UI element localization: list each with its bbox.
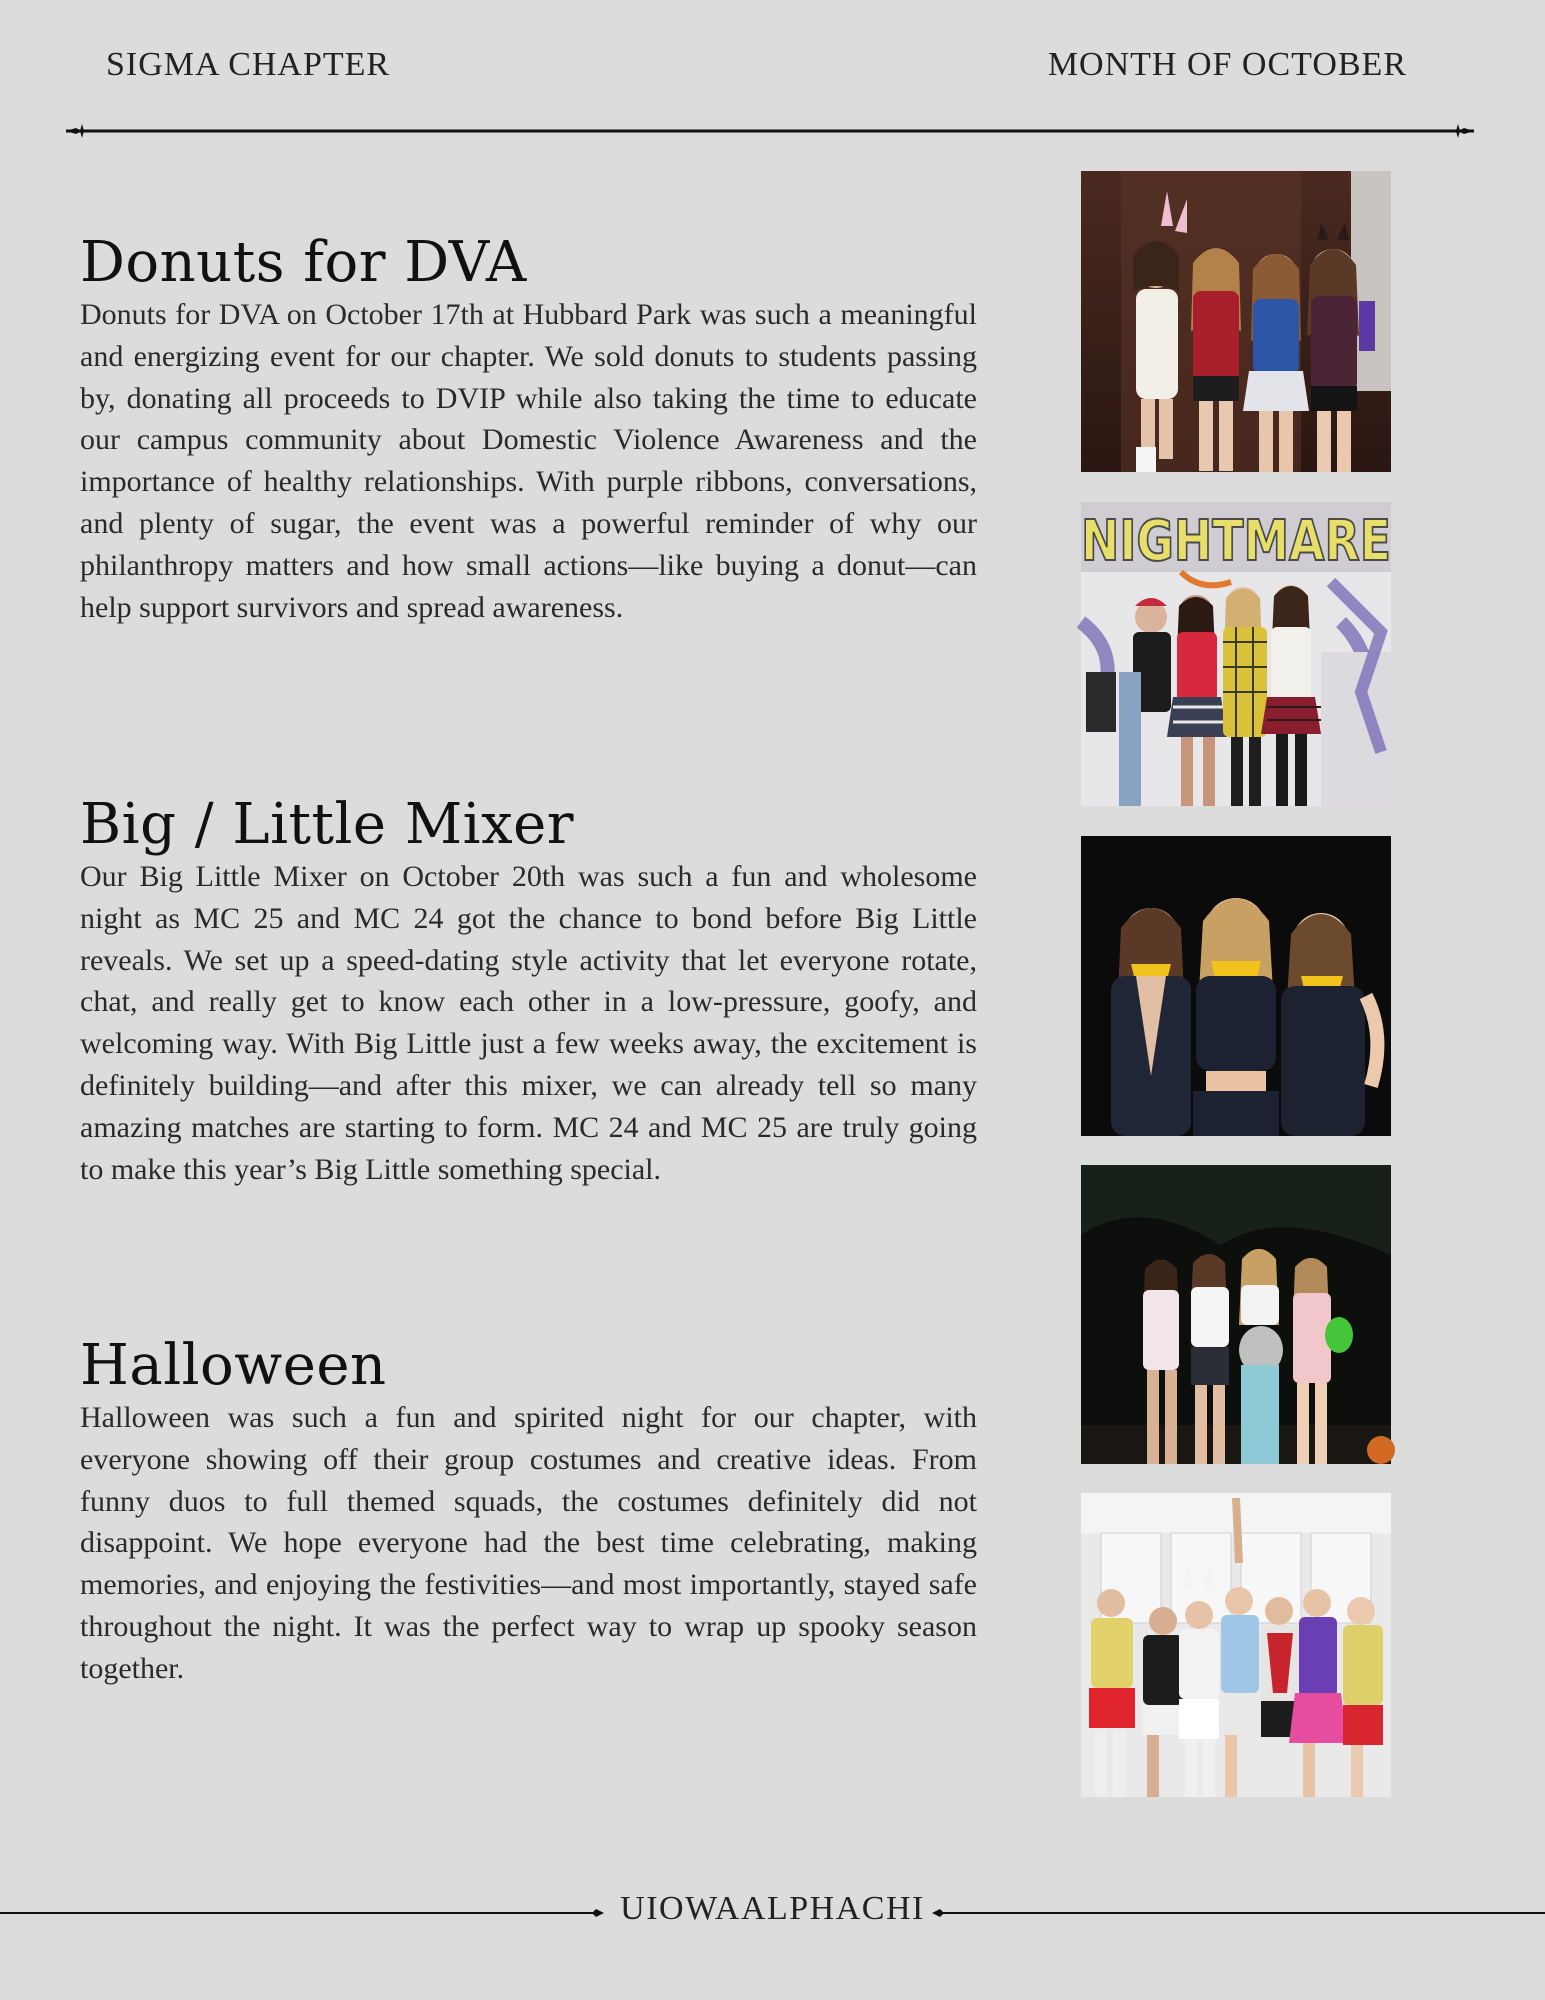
- article-big-little-mixer: [80, 794, 977, 1190]
- photo-yellow-bandana-trio: [1081, 836, 1391, 1136]
- article-title: Halloween: [80, 1333, 387, 1398]
- article-body: Halloween was such a fun and spirited night for our chapter, with everyone showing off their group costumes and creative ideas. From funny duos to full themed squads, the costumes definitely did not disappoint. We hope everyone had the best time celebrating, making memories, and enjoying the festivities—and most importantly, stayed safe throughout the night. It was the perfect way to wrap up spooky season together.: [80, 1401, 977, 1685]
- header-divider: [66, 124, 1474, 138]
- chapter-name: SIGMA CHAPTER: [106, 46, 391, 83]
- photo-costume-group-door: [1081, 171, 1391, 472]
- photo-nightmare-banner-group: [1081, 502, 1391, 806]
- footer-divider-right: [932, 1907, 1545, 1919]
- article-title: Donuts for DVA: [80, 230, 527, 295]
- footer-handle: UIOWAALPHACHI: [620, 1890, 925, 1927]
- newsletter-month: MONTH OF OCTOBER: [1047, 46, 1407, 83]
- nightmare-sign-text: NIGHTMARE: [1081, 509, 1391, 574]
- article-title: Big / Little Mixer: [80, 792, 575, 857]
- article-body: Our Big Little Mixer on October 20th was such a fun and wholesome night as MC 25 and MC 24 got the chance to bond before Big Little reveals. We set up a speed-dating style activity that let everyone rotate, chat, and really get to know each other in a low-pressure, goofy, and welcoming way. With Big Little just a few weeks away, the excitement is definitely building—and after this mixer, we can already tell so many amazing matches are starting to form. MC 24 and MC 25 are truly going to make this year’s Big Little something special.: [80, 860, 977, 1186]
- article-halloween: [80, 1335, 977, 1690]
- photo-kitchen-costume-group: [1081, 1493, 1391, 1797]
- article-body: Donuts for DVA on October 17th at Hubbard Park was such a meaningful and energizing event for our chapter. We sold donuts to students passing by, donating all proceeds to DVIP while also taking the time to educate our campus community about Domestic Violence Awareness and the importance of healthy relationships. With purple ribbons, conversations, and plenty of sugar, the event was a powerful reminder of why our philanthropy matters and how small actions—like buying a donut—can help support survivors and spread awareness.: [80, 298, 977, 624]
- photo-night-group-four: [1081, 1165, 1391, 1464]
- article-donuts-for-dva: [80, 232, 977, 628]
